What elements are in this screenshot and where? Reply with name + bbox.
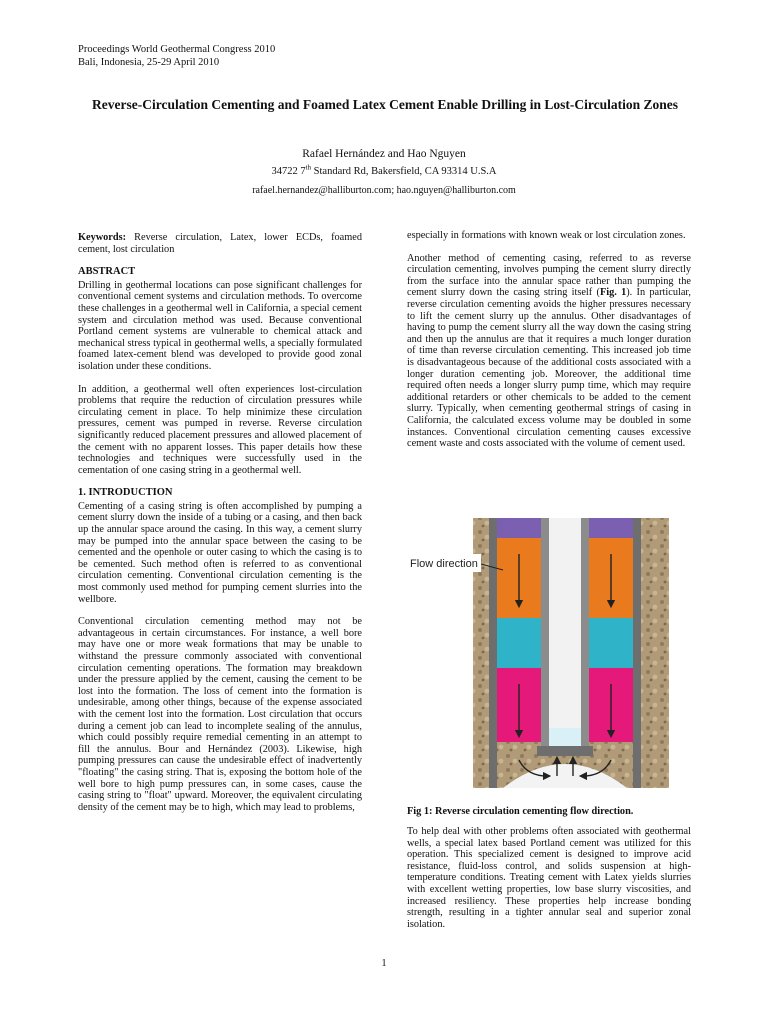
address-prefix: 34722 7 (271, 166, 306, 177)
casing-bore (549, 518, 581, 728)
abstract-heading: ABSTRACT (78, 266, 136, 278)
conference-header (78, 44, 275, 69)
purple-fluid-left (497, 518, 541, 538)
well-diagram (407, 514, 691, 788)
address-sup: th (305, 163, 312, 172)
introduction-paragraph-1: Cementing of a casing string is often accomplished by pumping a cement slurry down the inside of a tubing or a casing, and then back up the annular space around the casing. In this way, a cement slurry may be pumped into the annular space between the casing to be cemented and the openhole or outer casing to which the casing is to be cemented. Such method often is referred to as conventional circulation cementing. Conventional circulation cementing is the most commonly used method for pumping cement slurries into the wellbore. (78, 500, 362, 605)
purple-fluid-right (589, 518, 633, 538)
address-suffix: Standard Rd, Bakersfield, CA 93314 U.S.A (311, 166, 497, 177)
abstract-paragraph-2: In addition, a geothermal well often experiences lost-circulation problems that require the reduction of circulation pressures while circulating cement in place. To help minimize these circulation pressures, cement was pumped in reverse. Reverse circulation significantly reduced placement pressures and allowed placement of the cement with no apparent losses. This paper details how these technologies and techniques were successfully used in the cementation of one casing string in a geothermal well. (78, 383, 362, 476)
right-paragraph-2: To help deal with other problems often associated with geothermal wells, a special latex based Portland cement was utilized for this operation. This specialized cement is designed to improve acid resistance, fluid-loss control, and solids suspension at high-temperature conditions. Treating cement with Latex yields slurries with excellent wetting properties, low base slurry viscosities, and increased resiliency. These properties help increase bonding strength, resulting in a tighter annular seal and superior zonal isolation. (407, 826, 691, 930)
right-paragraph-0: especially in formations with known weak or lost circulation zones. (407, 230, 686, 241)
author-emails: rafael.hernandez@halliburton.com; hao.nguyen@halliburton.com (252, 185, 516, 196)
flow-direction-label: Flow direction (410, 558, 478, 570)
introduction-paragraph-2: Conventional circulation cementing method may not be advantageous in certain circumstances. For instance, a well bore may have one or more weak formations that may be unable to withstand the pressure commonly associated with conventional circulation cementing operations. The formation may breakdown under the pressure applied by the cement, causing the cement to be lost into the formation. The loss of cement into the formation is undesirable, among other things, because of the expense associated with the cement lost into the formation. Lost circulation that occurs during a cement job can lead to incomplete sealing of the annulus, which could possibly require remedial cementing in an attempt to fill the annulus. Bour and Hernández (2003). Likewise, high pumping pressures can cause the undesirable effect of inadvertently "floating" the casing string. That is, exposing the bottom hole of the well bore to high pump pressures can, in some cases, cause the casing string to "float" upward. Moreover, the equivalent circulating density of the cement may be to high, which may lead to problems, (78, 616, 362, 813)
figure-1 (407, 514, 691, 788)
right-paragraph-1 (407, 253, 691, 450)
left-column (78, 232, 362, 824)
abstract-paragraph-1: Drilling in geothermal locations can pose significant challenges for conventional cement systems and circulation methods. To overcome these challenges in a geothermal well in California, a special cement system and circulation method was used. Because conventional Portland cement systems are vulnerable to chemical attack and mechanical stress typical in geothermal wells, a specially formulated foamed latex-cement blend was developed to provide good zonal isolation under these conditions. (78, 279, 362, 372)
right-paragraph-1-b: ). In particular, reverse circulation cementing avoids the higher pressures necessary to lift the cement slurry up the annulus. Other disadvantages of having to pump the cement slurry all the way down the casing string and then up the annulus are that it requires a much longer duration of time than reverse circulation cementing. This increased job time is disadvantageous because of the additional costs associated with a longer duration cementing job. Moreover, the additional time required often needs a longer slurry pump time, which may require additional retarders or other chemicals to be added to the cement slurry. Typically, when cementing geothermal strings of casing in California, the calculated excess volume may be doubled in some instances. Conventional circulation cementing causes excessive cement waste and costs associated with the volume of cement used. (407, 287, 691, 450)
figure-reference: Fig. 1 (599, 287, 627, 299)
address (0, 163, 768, 177)
conference-name: Proceedings World Geothermal Congress 2010 (78, 44, 276, 55)
right-column-bottom (407, 826, 691, 941)
keywords-label: Keywords: (78, 232, 127, 243)
casing-wall-right (581, 518, 589, 754)
cyan-spacer-right (589, 618, 633, 668)
right-column (407, 230, 691, 461)
casing-shoe (537, 746, 593, 756)
keywords (78, 232, 362, 255)
cyan-spacer-left (497, 618, 541, 668)
figure-caption: Fig 1: Reverse circulation cementing flow direction. (407, 806, 634, 817)
introduction-heading: 1. INTRODUCTION (78, 487, 173, 499)
right-paragraph-1-a: Another method of cementing casing, referred to as reverse circulation cementing, involves pumping the cement slurry directly from the surface into the annular space rather than pumping the cement slurry down the casing string itself ( (407, 252, 691, 299)
authors: Rafael Hernández and Hao Nguyen (302, 148, 466, 160)
casing-wall-left (541, 518, 549, 754)
conference-location: Bali, Indonesia, 25-29 April 2010 (78, 56, 220, 68)
page-number: 1 (381, 958, 387, 969)
keywords-text: Reverse circulation, Latex, lower ECDs, foamed cement, lost circulation (78, 232, 362, 255)
paper-title: Reverse-Circulation Cementing and Foamed Latex Cement Enable Drilling in Lost-Circulation Zones (92, 97, 678, 112)
